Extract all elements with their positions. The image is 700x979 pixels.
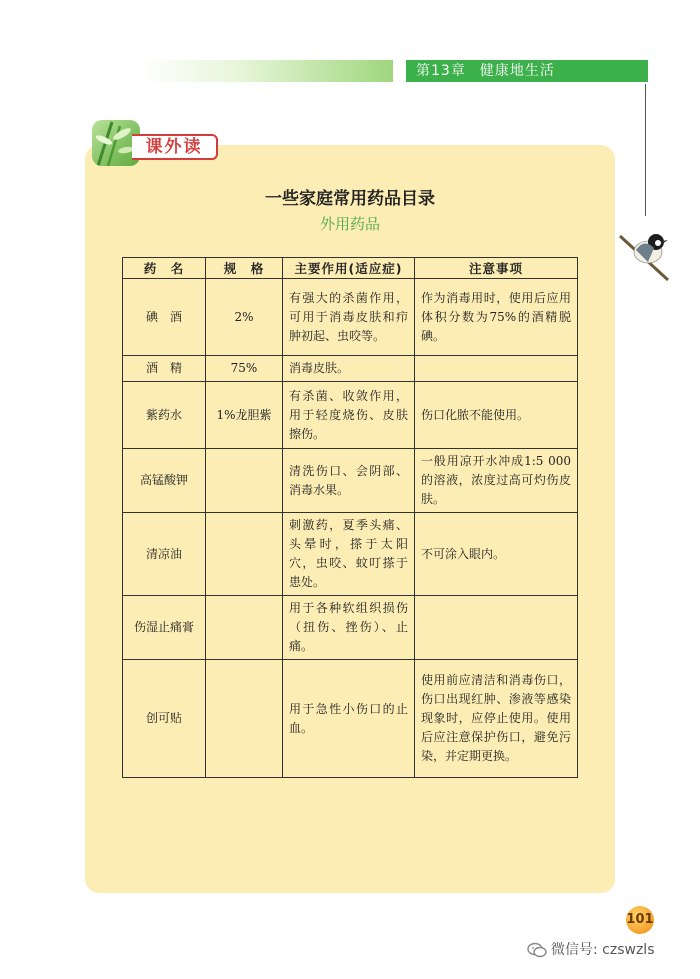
watermark (527, 938, 697, 962)
table-header-row (123, 258, 578, 279)
cell-spec: 2% (206, 279, 283, 356)
cell-use: 消毒皮肤。 (283, 356, 415, 382)
table-row (123, 513, 578, 596)
cell-use: 有强大的杀菌作用，可用于消毒皮肤和疖肿初起、虫咬等。 (283, 279, 415, 356)
cell-name: 碘 酒 (123, 279, 206, 356)
header-spec: 规 格 (206, 258, 283, 279)
cell-spec (206, 449, 283, 513)
cell-note (415, 356, 578, 382)
chapter-number: 第13章 (416, 63, 466, 79)
table-row (123, 596, 578, 660)
badge-label: 课外读 (132, 134, 218, 160)
header-gradient-bar (140, 60, 393, 82)
chapter-tab (406, 60, 648, 82)
cell-use: 用于急性小伤口的止血。 (283, 660, 415, 778)
cell-spec: 75% (206, 356, 283, 382)
margin-divider (645, 84, 646, 216)
table-row (123, 660, 578, 778)
cell-spec (206, 513, 283, 596)
cell-use: 有杀菌、收敛作用，用于轻度烧伤、皮肤擦伤。 (283, 382, 415, 449)
cell-name: 高锰酸钾 (123, 449, 206, 513)
cell-name: 清凉油 (123, 513, 206, 596)
watermark-text: 微信号: czswzls (551, 942, 655, 958)
cell-name: 创可贴 (123, 660, 206, 778)
cell-name: 伤湿止痛膏 (123, 596, 206, 660)
chapter-title: 健康地生活 (479, 63, 555, 79)
document-subtitle: 外用药品 (319, 215, 380, 233)
header-use: 主要作用(适应症) (283, 258, 415, 279)
document-title: 一些家庭常用药品目录 (265, 189, 435, 209)
cell-note: 使用前应清洁和消毒伤口，伤口出现红肿、渗液等感染现象时，应停止使用。使用后应注意保护伤口，避免污染，并定期更换。 (415, 660, 578, 778)
section-badge (92, 120, 222, 166)
cell-note: 作为消毒用时，使用后应用体积分数为75%的酒精脱碘。 (415, 279, 578, 356)
header-name: 药 名 (123, 258, 206, 279)
cell-spec (206, 660, 283, 778)
table-row (123, 382, 578, 449)
cell-spec (206, 596, 283, 660)
cell-name: 紫药水 (123, 382, 206, 449)
cell-use: 用于各种软组织损伤（扭伤、挫伤）、止痛。 (283, 596, 415, 660)
cell-use: 刺激药，夏季头痛、头晕时，搽于太阳穴，虫咬、蚊叮搽于患处。 (283, 513, 415, 596)
bird-illustration (618, 222, 670, 284)
table-row (123, 279, 578, 356)
cell-note: 伤口化脓不能使用。 (415, 382, 578, 449)
cell-note: 不可涂入眼内。 (415, 513, 578, 596)
cell-spec: 1%龙胆紫 (206, 382, 283, 449)
table-row (123, 449, 578, 513)
header-note: 注意事项 (415, 258, 578, 279)
table-row (123, 356, 578, 382)
cell-note: 一般用凉开水冲成1:5 000的溶液，浓度过高可灼伤皮肤。 (415, 449, 578, 513)
cell-name: 酒 精 (123, 356, 206, 382)
cell-note (415, 596, 578, 660)
page-number: 101 (626, 906, 654, 934)
wechat-icon (527, 942, 547, 958)
cell-use: 清洗伤口、会阴部、消毒水果。 (283, 449, 415, 513)
drug-table (122, 257, 578, 778)
